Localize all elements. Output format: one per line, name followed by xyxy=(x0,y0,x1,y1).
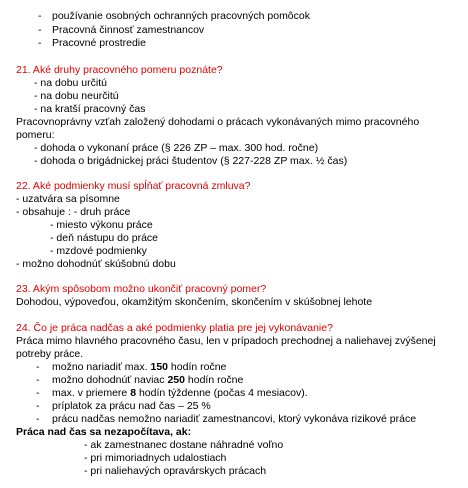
question-heading: 23. Akým spôsobom možno ukončiť pracovný pomer? xyxy=(16,283,267,295)
list-dash: - xyxy=(36,361,40,373)
question-heading: 24. Čo je práca nadčas a aké podmienky platia pre jej vykonávanie? xyxy=(16,322,333,334)
list-item: Pracovné prostredie xyxy=(52,37,146,49)
list-dash: - xyxy=(36,387,40,399)
list-item: - ak zamestnanec dostane náhradné voľno xyxy=(84,439,284,451)
list-item: používanie osobných ochranných pracovných pomôcok xyxy=(52,10,310,22)
paragraph-line: Dohodou, výpoveďou, okamžitým skončením, skončením v skúšobnej lehote xyxy=(16,296,373,308)
paragraph-line: - uzatvára sa písomne xyxy=(16,193,120,205)
paragraph-line: - možno dohodnúť skúšobnú dobu xyxy=(16,258,176,270)
list-item: - na kratší pracovný čas xyxy=(34,103,146,115)
list-item: - miesto výkonu práce xyxy=(50,219,153,231)
list-dash: - xyxy=(36,374,40,386)
list-item: - pri mimoriadnych udalostiach xyxy=(84,452,227,464)
paragraph-line: Práca mimo hlavného pracovného času, len v prípadoch prechodnej a naliehavej zvýšenej xyxy=(16,335,436,347)
list-item: možno nariadiť max. 150 hodín ročne xyxy=(52,361,227,373)
list-item: - mzdové podmienky xyxy=(50,245,147,257)
list-dash: - xyxy=(38,37,42,49)
list-item: - pri naliehavých opravárskych prácach xyxy=(84,465,267,477)
paragraph-line: potreby práce. xyxy=(16,348,84,360)
paragraph-line: - obsahuje : - druh práce xyxy=(16,206,131,218)
paragraph-line: Pracovnoprávny vzťah založený dohodami o prácach vykonávaných mimo pracovného xyxy=(16,116,420,128)
paragraph-line: pomeru: xyxy=(16,129,55,141)
list-item: - na dobu určitú xyxy=(34,77,107,89)
list-dash: - xyxy=(36,400,40,412)
question-heading: 21. Aké druhy pracovného pomeru poznáte? xyxy=(16,64,223,76)
list-item: max. v priemere 8 hodín týždenne (počas 4 mesiacov). xyxy=(52,387,308,399)
list-item: - na dobu neurčitú xyxy=(34,90,119,102)
list-item: prácu nadčas nemožno nariadiť zamestnancovi, ktorý vykonáva rizikové práce xyxy=(52,413,417,425)
list-item: - deň nástupu do práce xyxy=(50,232,158,244)
list-dash: - xyxy=(38,10,42,22)
list-item: možno dohodnúť naviac 250 hodín ročne xyxy=(52,374,244,386)
list-item: príplatok za prácu nad čas – 25 % xyxy=(52,400,211,412)
question-heading: 22. Aké podmienky musí spĺňať pracovná zmluva? xyxy=(16,180,251,192)
list-item: Pracovná činnosť zamestnancov xyxy=(52,24,205,36)
list-item: - dohoda o vykonaní práce (§ 226 ZP – max. 300 hod. ročne) xyxy=(34,142,319,154)
list-item: - dohoda o brigádnickej práci študentov (§ 227-228 ZP max. ½ čas) xyxy=(34,155,348,167)
list-dash: - xyxy=(36,413,40,425)
list-dash: - xyxy=(38,24,42,36)
bold-line: Práca nad čas sa nezapočítava, ak: xyxy=(16,426,192,438)
